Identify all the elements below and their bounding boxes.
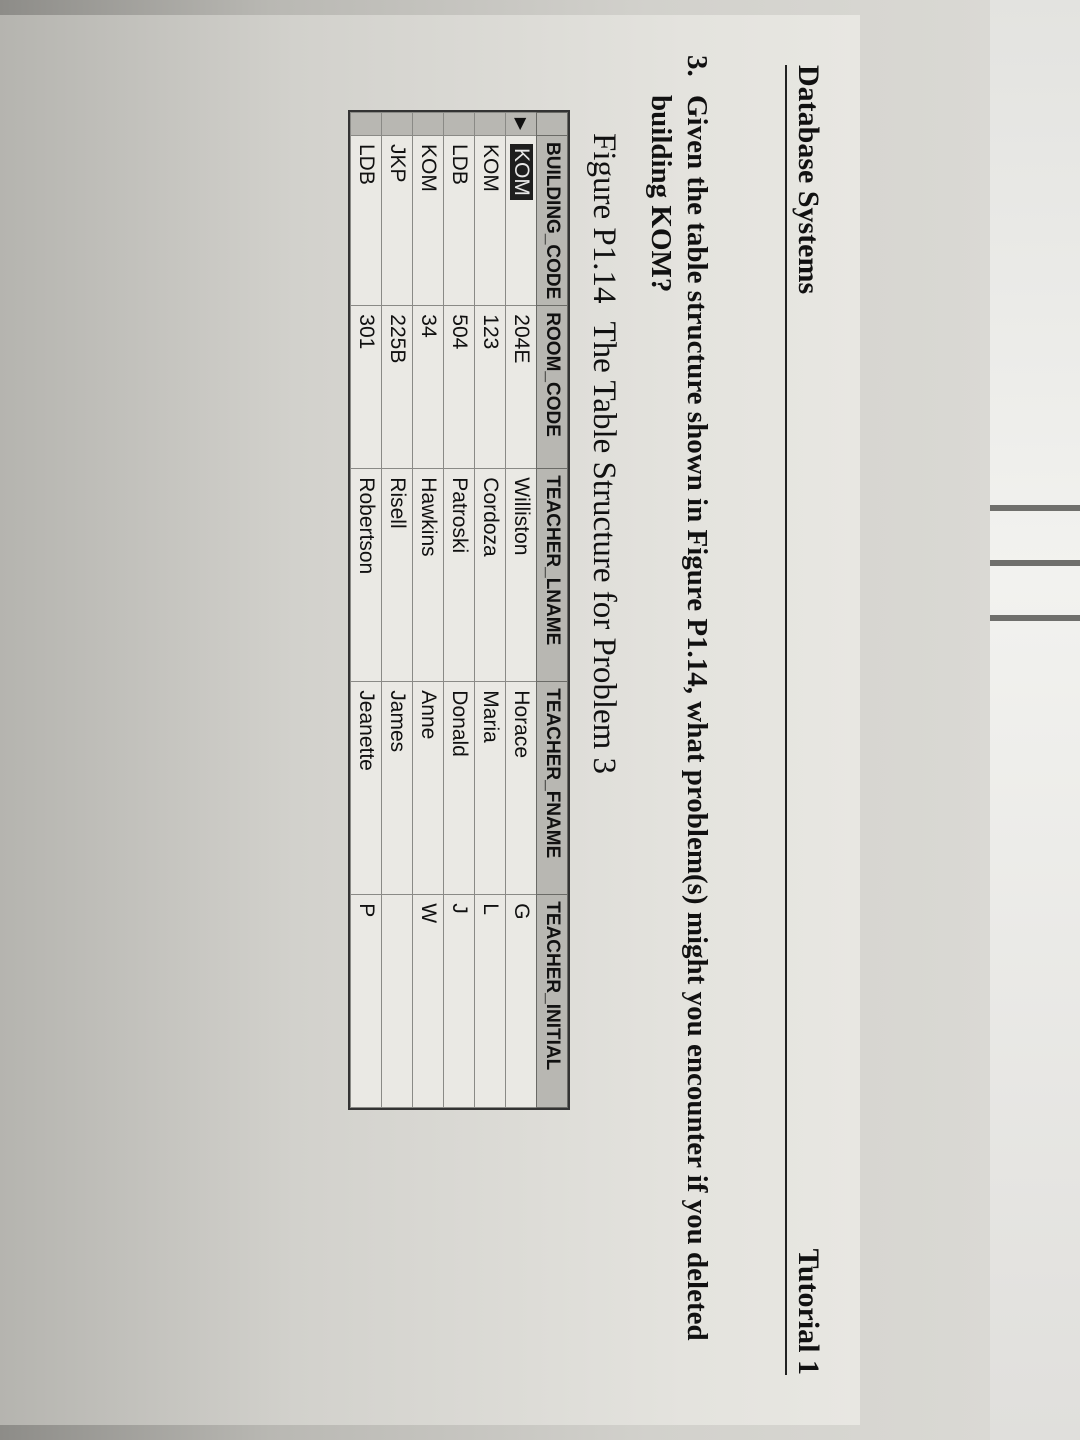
table-cell: 204E bbox=[506, 306, 537, 469]
figure-caption-text: The Table Structure for Problem 3 bbox=[586, 321, 622, 775]
column-header: BUILDING_CODE bbox=[537, 136, 568, 306]
table-cell: James bbox=[382, 682, 413, 895]
table-cell: 225B bbox=[382, 306, 413, 469]
course-title: Database Systems bbox=[792, 65, 825, 295]
table-row bbox=[351, 113, 382, 1108]
background-stripe bbox=[990, 560, 1080, 566]
figure-caption bbox=[585, 133, 622, 774]
paper-page bbox=[0, 15, 860, 1425]
data-table bbox=[348, 110, 570, 1110]
table-cell bbox=[382, 895, 413, 1108]
row-selector bbox=[382, 113, 413, 136]
table-cell bbox=[506, 136, 537, 306]
column-header: ROOM_CODE bbox=[537, 306, 568, 469]
column-header: TEACHER_FNAME bbox=[537, 682, 568, 895]
table-cell: Cordoza bbox=[475, 469, 506, 682]
table-cell: 34 bbox=[413, 306, 444, 469]
table-cell: KOM bbox=[413, 136, 444, 306]
row-selector bbox=[351, 113, 382, 136]
table-cell: Patroski bbox=[444, 469, 475, 682]
table-row bbox=[382, 113, 413, 1108]
table-cell: P bbox=[351, 895, 382, 1108]
table-cell: L bbox=[475, 895, 506, 1108]
table-cell: Jeanette bbox=[351, 682, 382, 895]
table-cell: 301 bbox=[351, 306, 382, 469]
question-text: Given the table structure shown in Figure P1.14, what problem(s) might you encounter if you deleted building KOM? bbox=[645, 95, 713, 1341]
column-header: TEACHER_INITIAL bbox=[537, 895, 568, 1108]
table-header-row bbox=[537, 113, 568, 1108]
table-cell: LDB bbox=[444, 136, 475, 306]
table-cell: Robertson bbox=[351, 469, 382, 682]
table-cell: LDB bbox=[351, 136, 382, 306]
table-cell: Donald bbox=[444, 682, 475, 895]
table-cell: J bbox=[444, 895, 475, 1108]
row-selector-header bbox=[537, 113, 568, 136]
row-selector bbox=[475, 113, 506, 136]
figure-label: Figure P1.14 bbox=[586, 133, 622, 304]
table-cell: 123 bbox=[475, 306, 506, 469]
background-stripe bbox=[990, 505, 1080, 511]
table-cell: Hawkins bbox=[413, 469, 444, 682]
row-selector bbox=[444, 113, 475, 136]
table-cell: JKP bbox=[382, 136, 413, 306]
tutorial-title: Tutorial 1 bbox=[792, 1248, 825, 1375]
current-row-indicator-icon: ▶ bbox=[506, 113, 537, 136]
table-cell: Risell bbox=[382, 469, 413, 682]
table-cell: 504 bbox=[444, 306, 475, 469]
table-row bbox=[506, 113, 537, 1108]
selected-cell-text: KOM bbox=[510, 144, 533, 200]
table-row bbox=[444, 113, 475, 1108]
page-header bbox=[785, 65, 825, 1375]
photo-background bbox=[990, 0, 1080, 1440]
table-cell: Maria bbox=[475, 682, 506, 895]
column-header: TEACHER_LNAME bbox=[537, 469, 568, 682]
table-cell: KOM bbox=[475, 136, 506, 306]
table-cell: W bbox=[413, 895, 444, 1108]
question-number: 3. bbox=[681, 55, 713, 77]
row-selector bbox=[413, 113, 444, 136]
table-row bbox=[475, 113, 506, 1108]
table-row bbox=[413, 113, 444, 1108]
question-3 bbox=[643, 55, 715, 1385]
table-cell: Williston bbox=[506, 469, 537, 682]
table-cell: G bbox=[506, 895, 537, 1108]
table-cell: Horace bbox=[506, 682, 537, 895]
table-cell: Anne bbox=[413, 682, 444, 895]
background-stripe bbox=[990, 615, 1080, 621]
